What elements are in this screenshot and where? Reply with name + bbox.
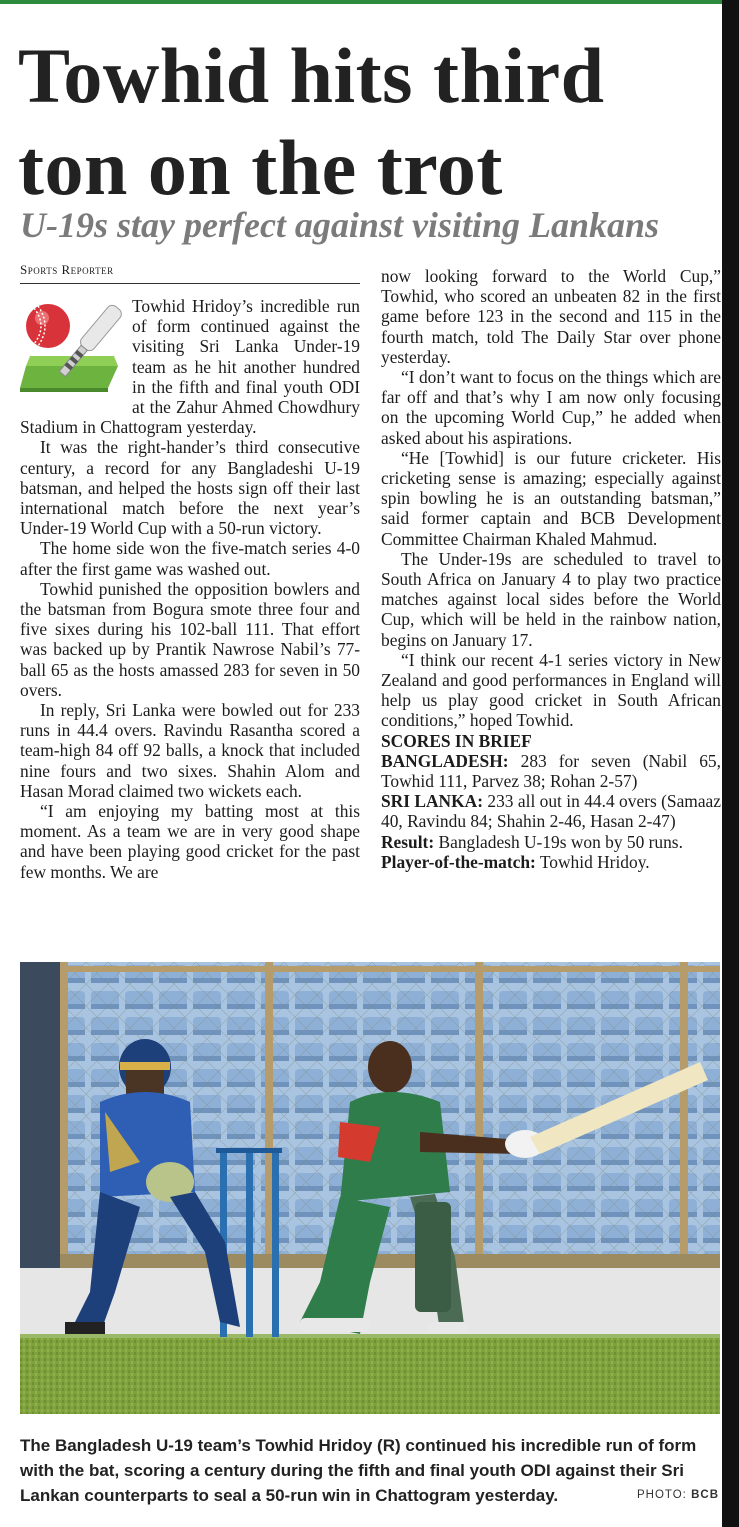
cricket-ball-and-bat-icon <box>20 296 124 396</box>
score-line-sri-lanka: SRI LANKA: 233 all out in 44.4 overs (Samaaz 40, Ravindu 84; Shahin 2-46, Hasan 2-47) <box>381 791 721 832</box>
cricket-match-photo <box>20 962 720 1414</box>
paragraph: “I think our recent 4-1 series victory in New Zealand and good performances in England will help us play good cricket in South African conditions,” hoped Towhid. <box>381 649 721 731</box>
right-edge-bar <box>722 0 739 1527</box>
byline: Sports Reporter <box>20 262 360 284</box>
photo-credit: PHOTO: BCB <box>637 1489 720 1501</box>
score-line-bangladesh: BANGLADESH: 283 for seven (Nabil 65, Towhid 111, Parvez 38; Rohan 2-57) <box>381 750 721 792</box>
paragraph: Towhid punished the opposition bowlers and the batsman from Bogura smote three four and five sixes during his 102-ball 111. That effort was backed up by Prantik Nawrose Nabil’s 77-ball 65 as the hosts amassed 283 for seven in 50 overs. <box>20 578 360 700</box>
article-column-1 <box>20 296 360 882</box>
score-line-result: Result: Bangladesh U-19s won by 50 runs. <box>381 831 683 852</box>
paragraph: Towhid Hridoy’s incredible run of form continued against the visiting Sri Lanka Under-19 team as he hit another hundred in the fifth and final youth ODI at the Zahur Ahmed Chowdhury Stadium in Chattogram yesterday. <box>20 296 360 438</box>
top-accent-bar <box>0 0 722 4</box>
paragraph: now looking forward to the World Cup,” Towhid, who scored an unbeaten 82 in the first game before 123 in the second and 115 in the fourth match, told The Daily Star over phone yesterday. <box>381 266 721 367</box>
article-column-2 <box>381 266 721 872</box>
paragraph: In reply, Sri Lanka were bowled out for 233 runs in 44.4 overs. Ravindu Rasantha scored a team-high 84 off 92 balls, a knock that included nine fours and two sixes. Shahin Alom and Hasan Morad claimed two wickets each. <box>20 700 360 801</box>
subheadline: U-19s stay perfect against visiting Lankans <box>20 205 660 245</box>
paragraph: “He [Towhid] is our future cricketer. His cricketing sense is amazing; especially against spin bowling he is an outstanding batsman,” said former captain and BCB Development Committee Chairman Khaled Mahmud. <box>381 447 721 549</box>
headline-line-1: Towhid hits third <box>18 32 605 119</box>
paragraph: The home side won the five-match series 4-0 after the first game was washed out. <box>20 538 360 579</box>
paragraph: “I am enjoying my batting most at this moment. As a team we are in very good shape and have been playing good cricket for the past few months. We are <box>20 801 360 882</box>
headline <box>18 30 718 214</box>
paragraph: It was the right-hander’s third consecutive century, a record for any Bangladeshi U-19 batsman, and helped the hosts sign off their last international match before the next year’s Under-19 World Cup with a 50-run victory. <box>20 437 360 539</box>
headline-line-2: ton on the trot <box>18 124 503 211</box>
paragraph: “I don’t want to focus on the things which are far off and that’s why I am now only focusing on the upcoming World Cup,” he added when asked about his aspirations. <box>381 367 721 448</box>
paragraph: The Under-19s are scheduled to travel to South Africa on January 4 to play two practice matches against local sides before the World Cup, which will be held in the rainbow nation, begins on January 17. <box>381 548 721 650</box>
photo-caption: The Bangladesh U-19 team’s Towhid Hridoy (R) continued his incredible run of form with the bat, scoring a century during the fifth and final youth ODI against their Sri Lankan counterparts to seal a 50-run win in Chattogram yesterday. <box>20 1436 697 1505</box>
scores-heading: SCORES IN BRIEF <box>381 730 532 751</box>
score-line-player-of-match: Player-of-the-match: Towhid Hridoy. <box>381 851 650 872</box>
